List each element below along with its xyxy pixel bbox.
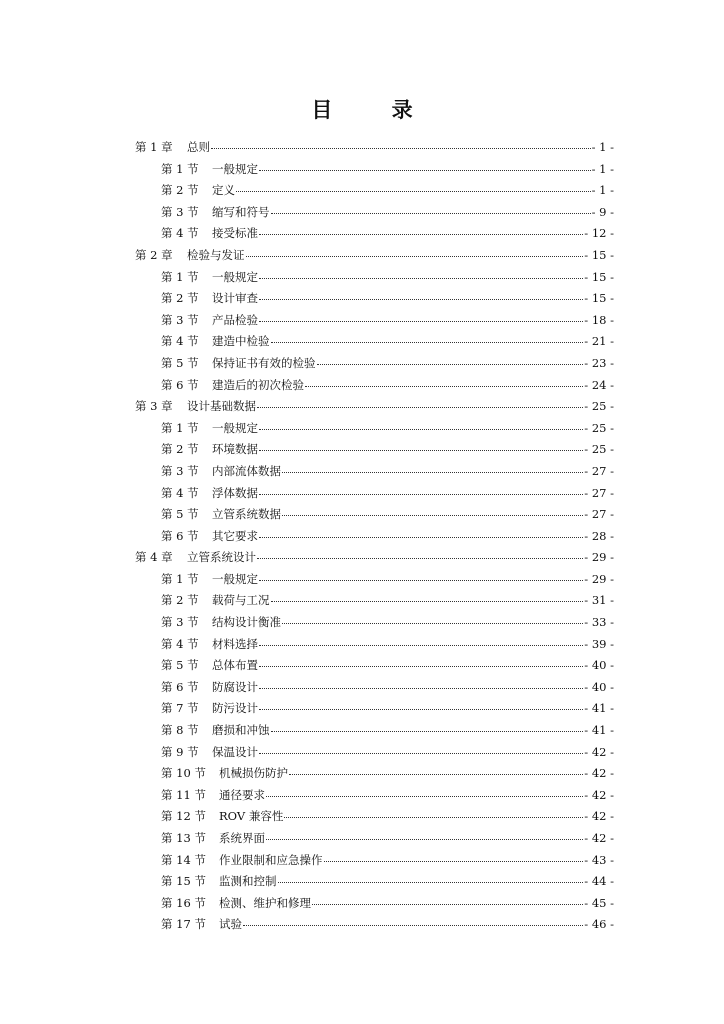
toc-page-number: - 27 -	[584, 507, 614, 522]
toc-page-number: - 25 -	[584, 399, 614, 414]
toc-entry-label	[161, 850, 323, 872]
toc-page-number: - 23 -	[584, 355, 614, 370]
toc-page-number: - 18 -	[584, 312, 614, 327]
toc-entry-label	[161, 504, 281, 526]
toc-entry-number: 第 16 节	[161, 895, 206, 910]
toc-section-entry[interactable]	[0, 569, 724, 591]
dot-leader	[259, 665, 583, 667]
toc-section-entry[interactable]	[0, 914, 724, 936]
dot-leader	[271, 212, 591, 214]
toc-entry-number: 第 2 节	[161, 442, 199, 457]
toc-section-entry[interactable]	[0, 893, 724, 915]
toc-entry-title: 防腐设计	[212, 679, 258, 694]
toc-entry-label	[161, 526, 258, 548]
toc-entry-title: 试验	[219, 917, 242, 932]
toc-entry-number: 第 3 节	[161, 463, 199, 478]
toc-entry-title: 一般规定	[212, 571, 258, 586]
dot-leader	[282, 471, 583, 473]
toc-entry-label	[161, 353, 316, 375]
dot-leader	[282, 514, 583, 516]
toc-section-entry[interactable]	[0, 288, 724, 310]
toc-section-entry[interactable]	[0, 785, 724, 807]
toc-page-number: - 40 -	[584, 658, 614, 673]
toc-section-entry[interactable]	[0, 461, 724, 483]
toc-entry-number: 第 5 节	[161, 355, 199, 370]
toc-page-number: - 39 -	[584, 636, 614, 651]
toc-entry-label	[161, 159, 258, 181]
toc-entry-number: 第 3 节	[161, 312, 199, 327]
toc-page-number: - 33 -	[584, 615, 614, 630]
toc-entry-number: 第 11 节	[161, 787, 206, 802]
dot-leader	[257, 557, 583, 559]
dot-leader	[324, 860, 584, 862]
toc-entry-title: 作业限制和应急操作	[219, 852, 323, 867]
toc-entry-title: 磨损和冲蚀	[212, 723, 270, 738]
toc-entry-label	[161, 655, 258, 677]
toc-entry-number: 第 4 章	[135, 550, 173, 565]
toc-section-entry[interactable]	[0, 720, 724, 742]
toc-entry-title: 检验与发证	[187, 247, 245, 262]
toc-entry-label	[161, 871, 277, 893]
toc-entry-number: 第 4 节	[161, 334, 199, 349]
toc-section-entry[interactable]	[0, 331, 724, 353]
toc-entry-number: 第 13 节	[161, 831, 206, 845]
toc-entry-title: 总则	[187, 140, 210, 154]
toc-entry-number: 第 5 节	[161, 507, 199, 522]
toc-entry-label	[161, 202, 270, 224]
dot-leader	[271, 341, 584, 343]
toc-entry-label	[161, 763, 288, 785]
dot-leader	[284, 816, 583, 818]
toc-entry-number: 第 2 节	[161, 183, 199, 198]
toc-page-number: - 43 -	[584, 852, 614, 867]
toc-page-number: - 27 -	[584, 463, 614, 478]
toc-entry-number: 第 2 章	[135, 247, 173, 262]
toc-entry-title: 材料选择	[212, 636, 258, 651]
toc-entry-title: 接受标准	[212, 226, 258, 241]
toc-entry-number: 第 3 节	[161, 615, 199, 630]
toc-entry-label	[161, 634, 258, 656]
toc-entry-label	[161, 828, 265, 850]
toc-entry-label	[161, 742, 258, 764]
dot-leader	[271, 730, 584, 732]
toc-section-entry[interactable]	[0, 677, 724, 699]
toc-section-entry[interactable]	[0, 159, 724, 181]
toc-entry-title: 其它要求	[212, 528, 258, 543]
toc-entry-label	[161, 331, 270, 353]
dot-leader	[243, 924, 583, 926]
toc-chapter-entry[interactable]	[0, 245, 724, 267]
toc-entry-number: 第 17 节	[161, 917, 206, 932]
dot-leader	[211, 147, 591, 149]
toc-entry-title: 内部流体数据	[212, 463, 281, 478]
toc-entry-label	[161, 418, 258, 440]
toc-entry-title: 缩写和符号	[212, 204, 270, 219]
toc-page-number: - 12 -	[584, 226, 614, 241]
toc-entry-number: 第 4 节	[161, 485, 199, 500]
dot-leader	[259, 449, 583, 451]
toc-page-number: - 42 -	[584, 831, 614, 845]
dot-leader	[278, 881, 584, 883]
toc-section-entry[interactable]	[0, 806, 724, 828]
toc-entry-title: 总体布置	[212, 658, 258, 673]
toc-entry-title: 环境数据	[212, 442, 258, 457]
dot-leader	[259, 428, 583, 430]
toc-entry-label	[161, 288, 258, 310]
toc-entry-number: 第 1 节	[161, 161, 199, 176]
toc-page-number: - 29 -	[584, 550, 614, 565]
toc-page-number: - 25 -	[584, 420, 614, 435]
dot-leader	[259, 169, 591, 171]
toc-entry-label	[161, 461, 281, 483]
toc-entry-title: 浮体数据	[212, 485, 258, 500]
toc-section-entry[interactable]	[0, 526, 724, 548]
dot-leader	[259, 579, 583, 581]
toc-entry-number: 第 1 章	[135, 140, 173, 154]
toc-section-entry[interactable]	[0, 202, 724, 224]
toc-entry-title: 产品检验	[212, 312, 258, 327]
toc-entry-number: 第 6 节	[161, 377, 199, 392]
toc-entry-title: 建造后的初次检验	[212, 377, 304, 392]
toc-entry-label	[135, 547, 256, 569]
toc-entry-title: 结构设计衡准	[212, 615, 281, 630]
toc-entry-number: 第 15 节	[161, 874, 206, 889]
toc-section-entry[interactable]	[0, 742, 724, 764]
dot-leader	[282, 622, 583, 624]
toc-entry-label	[161, 439, 258, 461]
dot-leader	[259, 536, 583, 538]
toc-entry-number: 第 12 节	[161, 809, 206, 824]
toc-entry-number: 第 7 节	[161, 701, 199, 716]
dot-leader	[317, 363, 584, 365]
dot-leader	[259, 644, 583, 646]
toc-entry-label	[161, 223, 258, 245]
toc-entry-label	[161, 677, 258, 699]
toc-section-entry[interactable]	[0, 267, 724, 289]
toc-section-entry[interactable]	[0, 439, 724, 461]
toc-page-number: - 9 -	[591, 204, 614, 219]
dot-leader	[259, 708, 583, 710]
toc-page-number: - 42 -	[584, 766, 614, 781]
dot-leader	[289, 773, 583, 775]
toc-entry-label	[161, 267, 258, 289]
toc-page-number: - 44 -	[584, 874, 614, 889]
dot-leader	[266, 838, 583, 840]
toc-entry-number: 第 5 节	[161, 658, 199, 673]
toc-section-entry[interactable]	[0, 871, 724, 893]
toc-entry-number: 第 6 节	[161, 528, 199, 543]
toc-entry-label	[161, 483, 258, 505]
dot-leader	[236, 190, 591, 192]
dot-leader	[312, 903, 583, 905]
toc-entry-number: 第 1 节	[161, 420, 199, 435]
toc-entry-title: 一般规定	[212, 420, 258, 435]
toc-title: 目 录	[311, 97, 439, 122]
toc-entry-number: 第 4 节	[161, 226, 199, 241]
toc-entry-number: 第 8 节	[161, 723, 199, 738]
toc-section-entry[interactable]	[0, 590, 724, 612]
toc-section-entry[interactable]	[0, 634, 724, 656]
toc-entry-number: 第 4 节	[161, 636, 199, 651]
toc-page-number: - 1 -	[591, 161, 614, 176]
toc-entry-title: 监测和控制	[219, 874, 277, 889]
dot-leader	[259, 752, 583, 754]
toc-page-number: - 42 -	[584, 787, 614, 802]
dot-leader	[259, 320, 583, 322]
toc-page-number: - 31 -	[584, 593, 614, 608]
toc-entry-title: 立管系统数据	[212, 507, 281, 522]
toc-section-entry[interactable]	[0, 180, 724, 202]
toc-page-number: - 15 -	[584, 269, 614, 284]
toc-entry-title: 一般规定	[212, 161, 258, 176]
toc-page-number: - 25 -	[584, 442, 614, 457]
dot-leader	[305, 385, 583, 387]
toc-entry-title: 检测、维护和修理	[219, 895, 311, 910]
toc-entry-number: 第 6 节	[161, 679, 199, 694]
toc-section-entry[interactable]	[0, 504, 724, 526]
toc-section-entry[interactable]	[0, 828, 724, 850]
toc-page-number: - 46 -	[584, 917, 614, 932]
toc-entry-label	[135, 137, 210, 159]
toc-entry-number: 第 1 节	[161, 571, 199, 586]
dot-leader	[259, 233, 583, 235]
toc-page-number: - 15 -	[584, 247, 614, 262]
toc-entry-label	[135, 245, 245, 267]
toc-page-number: - 29 -	[584, 571, 614, 586]
toc-entry-label	[161, 569, 258, 591]
dot-leader	[266, 795, 583, 797]
toc-section-entry[interactable]	[0, 353, 724, 375]
toc-entry-number: 第 3 章	[135, 399, 173, 414]
toc-page-number: - 24 -	[584, 377, 614, 392]
toc-section-entry[interactable]	[0, 612, 724, 634]
dot-leader	[259, 277, 583, 279]
toc-section-entry[interactable]	[0, 698, 724, 720]
toc-entry-number: 第 1 节	[161, 269, 199, 284]
toc-page-number: - 27 -	[584, 485, 614, 500]
toc-section-entry[interactable]	[0, 418, 724, 440]
toc-chapter-entry[interactable]	[0, 137, 724, 159]
toc-entry-title: 防污设计	[212, 701, 258, 716]
toc-entry-label	[135, 396, 256, 418]
toc-entry-title: 通径要求	[219, 787, 265, 802]
toc-entry-number: 第 10 节	[161, 766, 206, 781]
toc-chapter-entry[interactable]	[0, 547, 724, 569]
toc-entry-title: 建造中检验	[212, 334, 270, 349]
toc-page-number: - 45 -	[584, 895, 614, 910]
toc-section-entry[interactable]	[0, 850, 724, 872]
toc-page-number: - 1 -	[591, 140, 614, 154]
toc-entry-label	[161, 785, 265, 807]
dot-leader	[257, 406, 583, 408]
toc-entry-label	[161, 375, 304, 397]
toc-page-number: - 42 -	[584, 809, 614, 824]
dot-leader	[246, 255, 584, 257]
table-of-contents	[0, 137, 724, 936]
toc-entry-title: 一般规定	[212, 269, 258, 284]
toc-entry-number: 第 2 节	[161, 593, 199, 608]
toc-entry-label	[161, 806, 283, 828]
toc-entry-title: 保持证书有效的检验	[212, 355, 316, 370]
toc-entry-number: 第 14 节	[161, 852, 206, 867]
toc-entry-title: 立管系统设计	[187, 550, 256, 565]
toc-entry-title: 机械损伤防护	[219, 766, 288, 781]
toc-entry-title: 系统界面	[219, 831, 265, 845]
toc-entry-title: 设计基础数据	[187, 399, 256, 414]
toc-page-number: - 40 -	[584, 679, 614, 694]
toc-section-entry[interactable]	[0, 375, 724, 397]
toc-entry-number: 第 3 节	[161, 204, 199, 219]
toc-page-number: - 15 -	[584, 291, 614, 306]
toc-entry-title: 定义	[212, 183, 235, 198]
toc-entry-label	[161, 698, 258, 720]
toc-entry-title: 设计审查	[212, 291, 258, 306]
toc-section-entry[interactable]	[0, 223, 724, 245]
dot-leader	[259, 298, 583, 300]
toc-page-number: - 28 -	[584, 528, 614, 543]
toc-entry-label	[161, 612, 281, 634]
toc-page-number: - 41 -	[584, 701, 614, 716]
toc-entry-label	[161, 914, 242, 936]
toc-page-number: - 1 -	[591, 183, 614, 198]
toc-entry-label	[161, 590, 270, 612]
toc-entry-number: 第 2 节	[161, 291, 199, 306]
toc-entry-title: 载荷与工况	[212, 593, 270, 608]
toc-entry-label	[161, 310, 258, 332]
toc-page-number: - 21 -	[584, 334, 614, 349]
toc-section-entry[interactable]	[0, 655, 724, 677]
toc-entry-title: ROV 兼容性	[219, 809, 284, 824]
toc-section-entry[interactable]	[0, 483, 724, 505]
dot-leader	[259, 687, 583, 689]
dot-leader	[271, 600, 584, 602]
toc-chapter-entry[interactable]	[0, 396, 724, 418]
toc-section-entry[interactable]	[0, 763, 724, 785]
toc-section-entry[interactable]	[0, 310, 724, 332]
toc-entry-title: 保温设计	[212, 744, 258, 759]
dot-leader	[259, 493, 583, 495]
toc-entry-label	[161, 893, 311, 915]
toc-page-number: - 41 -	[584, 723, 614, 738]
toc-page-number: - 42 -	[584, 744, 614, 759]
toc-entry-label	[161, 720, 270, 742]
toc-entry-number: 第 9 节	[161, 744, 199, 759]
toc-entry-label	[161, 180, 235, 202]
